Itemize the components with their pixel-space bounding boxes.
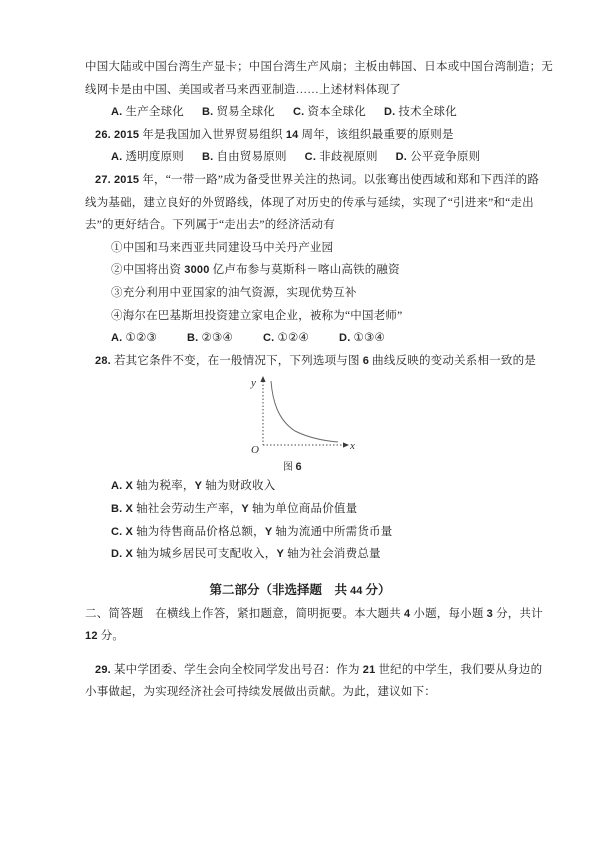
q28-stem: 28. 若其它条件不变，在一般情况下，下列选项与图 6 曲线反映的变动关系相一致的是 xyxy=(95,354,536,367)
figure6-caption: 图 6 xyxy=(283,461,302,474)
q27-option-d: D. ①③④ xyxy=(339,332,386,345)
x-axis-label: x xyxy=(350,440,355,453)
q27-stem-line-2: 线为基础，建立良好的外贸路线，体现了对历史的传承与延续，实现了“引进来”和“走出 xyxy=(85,196,534,209)
q25-option-b: B. 贸易全球化 xyxy=(201,106,275,119)
demand-curve xyxy=(271,381,338,442)
q27-option-a: A. ①②③ xyxy=(111,332,158,345)
q27-stem-line-3: 去”的更好结合。下列属于“走出去”的经济活动有 xyxy=(85,219,335,232)
section2-intro-line-1: 二、简答题 在横线上作答，紧扣题意，简明扼要。本大题共 4 小题，每小题 3 分，共计 xyxy=(85,607,543,620)
figure6 xyxy=(249,375,515,475)
q27-option-c: C. ①②④ xyxy=(263,332,310,345)
q27-options-row xyxy=(85,327,515,350)
q25-option-c: C. 资本全球化 xyxy=(292,106,366,119)
origin-label: O xyxy=(251,444,259,456)
q28-option-a: A. X 轴为税率，Y 轴为财政收入 xyxy=(111,480,276,493)
section2-heading: 第二部分（非选择题 共 44 分） xyxy=(209,582,391,597)
q25-text-line-2: 线网卡是由中国、美国或者马来西亚制造……上述材料体现了 xyxy=(85,83,401,96)
q26-options-row xyxy=(85,146,515,169)
q26-option-c: C. 非歧视原则 xyxy=(304,151,378,164)
x-axis-arrow-icon xyxy=(343,443,349,448)
q27-item-1: ①中国和马来西亚共同建设马中关丹产业园 xyxy=(111,241,334,254)
q25-options-row xyxy=(85,101,515,124)
q29-stem-line-2: 小事做起，为实现经济社会可持续发展做出贡献。为此，建议如下： xyxy=(85,686,436,699)
y-axis-label: y xyxy=(251,377,256,390)
exam-content xyxy=(85,56,553,704)
q25-text-line-1: 中国大陆或中国台湾生产显卡；中国台湾生产风扇；主板由韩国、日本或中国台湾制造；无 xyxy=(85,61,553,73)
q28-option-c: C. X 轴为待售商品价格总额，Y 轴为流通中所需货币量 xyxy=(111,525,393,538)
q26-option-b: B. 自由贸易原则 xyxy=(201,151,287,164)
q27-item-2: ②中国将出资 3000 亿卢布参与莫斯科－喀山高铁的融资 xyxy=(111,264,400,277)
y-axis-arrow-icon xyxy=(260,376,265,382)
section2-intro-line-2: 12 分。 xyxy=(85,630,125,643)
q26-option-d: D. 公平竞争原则 xyxy=(395,151,481,164)
q28-option-b: B. X 轴社会劳动生产率，Y 轴为单位商品价值量 xyxy=(111,502,358,515)
q26-option-a: A. 透明度原则 xyxy=(111,151,184,164)
q28-option-d: D. X 轴为城乡居民可支配收入，Y 轴为社会消费总量 xyxy=(111,548,381,561)
q27-item-4: ④海尔在巴基斯坦投资建立家电企业，被称为“中国老师” xyxy=(111,309,403,322)
q27-stem-line-1: 27. 2015 年，“一带一路”成为备受世界关注的热词。以张骞出使西域和郑和下西洋的路 xyxy=(95,173,540,186)
q27-item-3: ③充分利用中亚国家的油气资源，实现优势互补 xyxy=(111,286,357,299)
q26-stem: 26. 2015 年是我国加入世界贸易组织 14 周年，该组织最重要的原则是 xyxy=(95,128,454,141)
q27-option-b: B. ②③④ xyxy=(187,332,234,345)
q25-option-a: A. 生产全球化 xyxy=(111,106,184,119)
q25-option-d: D. 技术全球化 xyxy=(383,106,457,119)
q29-stem-line-1: 29. 某中学团委、学生会向全校同学发出号召：作为 21 世纪的中学生，我们要从身边的 xyxy=(95,663,543,676)
figure6-hyperbola-plot xyxy=(249,375,361,455)
